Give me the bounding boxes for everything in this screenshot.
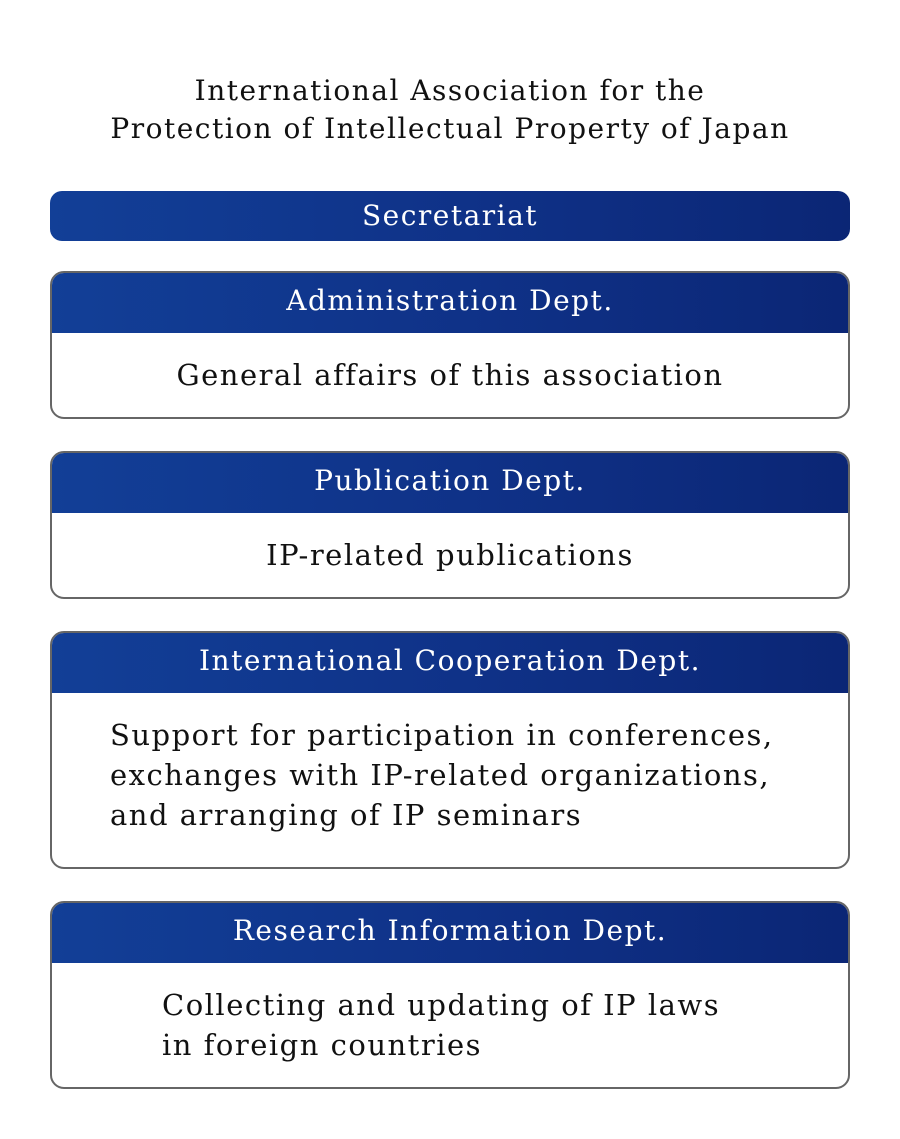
- research-information-dept-description: [52, 963, 848, 1065]
- description-line: IP-related publications: [266, 538, 634, 572]
- description-line: and arranging of IP seminars: [110, 798, 583, 832]
- administration-dept-box: [50, 271, 850, 419]
- publication-dept-header: Publication Dept.: [50, 451, 850, 513]
- secretariat-label: Secretariat: [361, 199, 539, 232]
- international-cooperation-dept-header: International Cooperation Dept.: [50, 631, 850, 693]
- description-line: Collecting and updating of IP laws: [162, 988, 721, 1022]
- title-line-1: International Association for the: [194, 74, 706, 107]
- publication-dept-box: [50, 451, 850, 599]
- description-line: in foreign countries: [162, 1028, 483, 1062]
- secretariat-banner: [50, 191, 850, 241]
- description-line: General affairs of this association: [176, 358, 724, 392]
- organization-title: [0, 72, 900, 148]
- publication-dept-description: [52, 513, 848, 575]
- title-line-2: Protection of Intellectual Property of Japan: [110, 112, 790, 145]
- international-cooperation-dept-box: [50, 631, 850, 869]
- administration-dept-description: [52, 333, 848, 395]
- research-information-dept-header: Research Information Dept.: [50, 901, 850, 963]
- international-cooperation-dept-description: [52, 693, 848, 835]
- administration-dept-header: Administration Dept.: [50, 271, 850, 333]
- research-information-dept-box: [50, 901, 850, 1089]
- description-line: exchanges with IP-related organizations,: [110, 758, 771, 792]
- description-line: Support for participation in conferences,: [110, 718, 774, 752]
